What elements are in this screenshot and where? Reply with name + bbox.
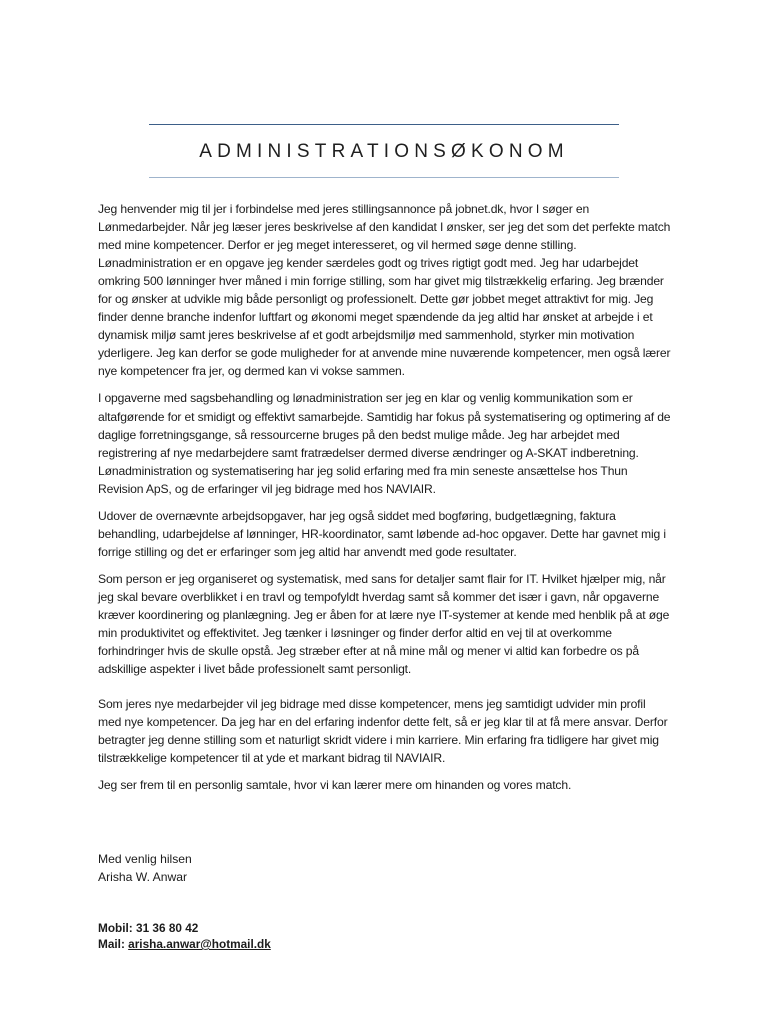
- signoff: [98, 850, 192, 886]
- contact-mail: [98, 936, 271, 952]
- paragraph-administration: I opgaverne med sagsbehandling og lønadministration ser jeg en klar og venlig kommunikation som er altafgørende for et smidigt og effektivt samarbejde. Samtidig har fokus på systematisering og optimering af de daglige forretningsgange, så ressourcerne bruges på den bedst mulige måde. Jeg har arbejdet med registrering af nye medarbejdere samt fratrædelser dermed diverse ændringer og A-SKAT indberetning. Lønadministration og systematisering har jeg solid erfaring med fra min seneste ansættelse hos Thun Revision ApS, og de erfaringer vil jeg bidrage med hos NAVIAIR.: [98, 391, 671, 496]
- signoff-name: Arisha W. Anwar: [98, 870, 188, 885]
- title-top-rule: [149, 124, 619, 125]
- mobile-label: Mobil:: [98, 921, 133, 935]
- email-link[interactable]: arisha.anwar@hotmail.dk: [128, 937, 271, 951]
- paragraph-intro: Jeg henvender mig til jer i forbindelse med jeres stillingsannonce på jobnet.dk, hvor I søger en Lønmedarbejder. Når jeg læser jeres beskrivelse af den kandidat I ønsker, ser jeg det som det perfekte match med mine kompetencer. Derfor er jeg meget interesseret, og vil hermed søge denne stilling. Lønadministration er en opgave jeg kender særdeles godt og trives rigtigt godt med. Jeg har udarbejdet omkring 500 lønninger hver måned i min forrige stilling, som har givet mig tilstrækkelig erfaring. Jeg brænder for og ønsker at udvikle mig både personligt og professionelt. Dette gør jobbet meget attraktivt for mig. Jeg finder denne branche indenfor luftfart og økonomi meget spændende da jeg altid har ønsket at arbejde i et dynamisk miljø samt jeres beskrivelse af et godt arbejdsmiljø med sammenhold, styrker min motivation yderligere. Jeg kan derfor se gode muligheder for at anvende mine nuværende kompetencer, men også lærer nye kompetencer fra jer, og dermed kan vi vokse sammen.: [98, 202, 671, 379]
- paragraph-closing: Jeg ser frem til en personlig samtale, hvor vi kan lærer mere om hinanden og vores match.: [98, 778, 572, 793]
- letter-body: [98, 200, 671, 803]
- title-bottom-rule: [149, 177, 619, 178]
- paragraph-other-tasks: Udover de overnævnte arbejdsopgaver, har jeg også siddet med bogføring, budgetlægning, faktura behandling, udarbejdelse af lønninger, HR-koordinator, samt løbende ad-hoc opgaver. Dette har gavnet mig i forrige stilling og det er erfaringer som jeg altid har anvendt med gode resultater.: [98, 508, 666, 559]
- contact-block: [98, 920, 271, 952]
- paragraph-personality: Som person er jeg organiseret og systematisk, med sans for detaljer samt flair for IT. Hvilket hjælper mig, når jeg skal bevare overblikket i en travl og tempofyldt hverdag samt så kommer det især i gavn, når opgaverne kræver koordinering og planlægning. Jeg er åben for at lære nye IT-systemer at kende med henblik på at øge min produktivitet og effektivitet. Jeg tænker i løsninger og finder derfor altid en vej til at overkomme forhindringer hvis de skulle opstå. Jeg stræber efter at nå mine mål og mener vi altid kan forbedre os på adskillige aspekter i livet både professionelt samt personligt.: [98, 571, 670, 677]
- mail-label: Mail:: [98, 937, 125, 951]
- mobile-number: 31 36 80 42: [136, 921, 199, 935]
- contact-mobile: [98, 920, 271, 936]
- signoff-greeting: Med venlig hilsen: [98, 852, 192, 866]
- document-title: ADMINISTRATIONSØKONOM: [199, 141, 569, 162]
- paragraph-contribution: Som jeres nye medarbejder vil jeg bidrage med disse kompetencer, mens jeg samtidigt udvider min profil med nye kompetencer. Da jeg har en del erfaring indenfor dette felt, så er jeg klar til at få mere ansvar. Derfor betragter jeg denne stilling som et naturligt skridt videre i min karriere. Min erfaring fra tidligere har givet mig tilstrækkelige kompetencer til at yde et markant bidrag til NAVIAIR.: [98, 697, 668, 766]
